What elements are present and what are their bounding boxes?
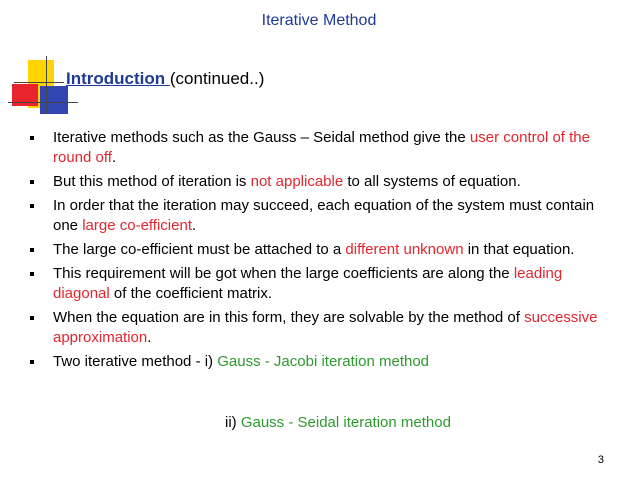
list-item: When the equation are in this form, they are solvable by the method of successive approximation.	[28, 308, 613, 348]
list-item: Iterative methods such as the Gauss – Seidal method give the user control of the round off.	[28, 128, 613, 168]
section-heading	[66, 69, 264, 89]
bullet-icon	[30, 360, 34, 364]
bullet-icon	[30, 180, 34, 184]
list-item: This requirement will be got when the large coefficients are along the leading diagonal of the coefficient matrix.	[28, 264, 613, 304]
deco-line	[8, 102, 78, 103]
deco-line	[14, 82, 64, 83]
heading-continued: (continued..)	[169, 69, 265, 88]
blue-square	[40, 86, 68, 114]
list-item: In order that the iteration may succeed, each equation of the system must contain one large co-efficient.	[28, 196, 613, 236]
deco-line	[46, 56, 47, 114]
bullet-icon	[30, 272, 34, 276]
slide-title: Iterative Method	[261, 12, 377, 29]
list-item: The large co-efficient must be attached to a different unknown in that equation.	[28, 240, 613, 260]
bullet-icon	[30, 316, 34, 320]
list-item: Two iterative method - i) Gauss - Jacobi iteration method	[28, 352, 613, 372]
bullet-icon	[30, 248, 34, 252]
list-item: But this method of iteration is not applicable to all systems of equation.	[28, 172, 613, 192]
bullet-icon	[30, 136, 34, 140]
method-sub-line: ii) Gauss - Seidal iteration method	[225, 414, 451, 431]
bullet-icon	[30, 204, 34, 208]
page-number: 3	[597, 454, 604, 466]
bullet-list	[28, 128, 613, 376]
heading-label: Introduction	[66, 69, 170, 88]
